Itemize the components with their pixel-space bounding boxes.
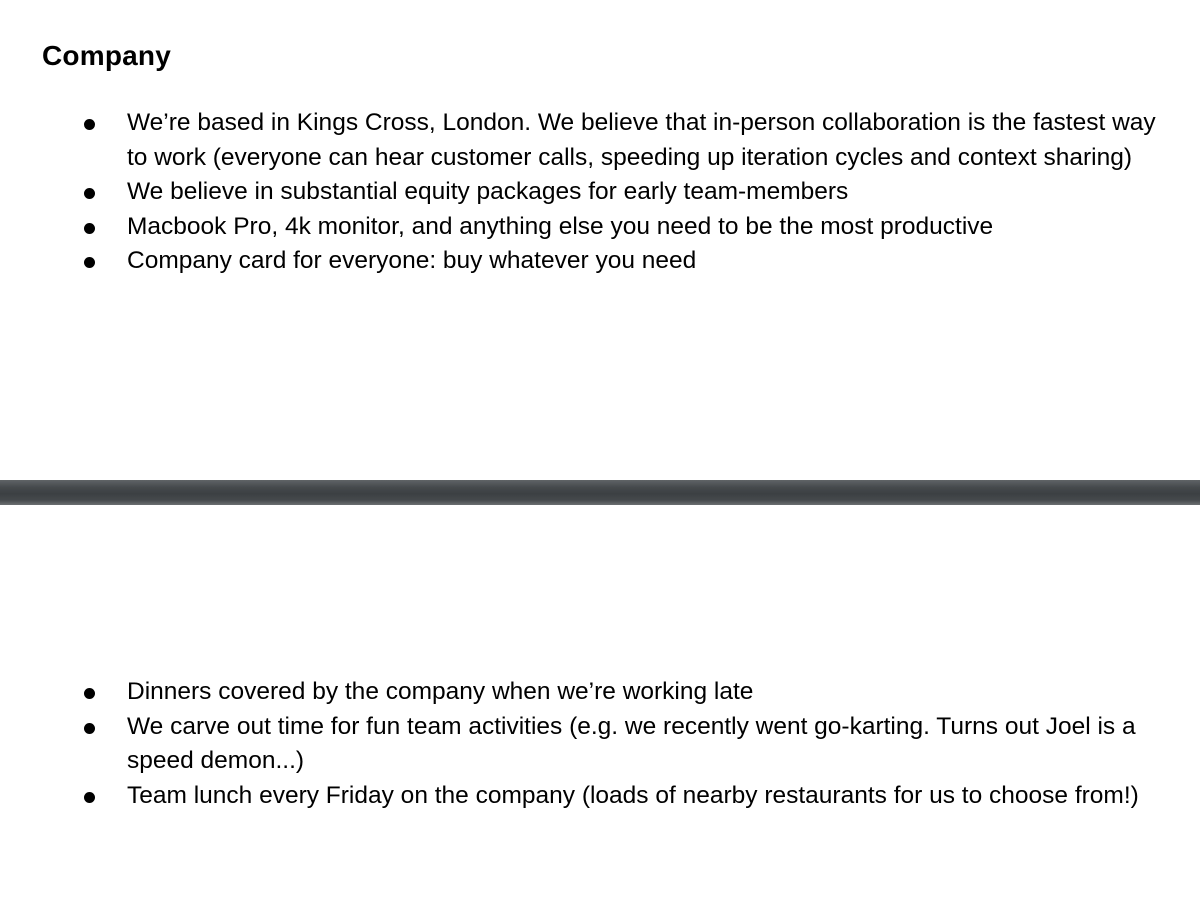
page-break-divider bbox=[0, 480, 1200, 505]
document-page-2 bbox=[0, 505, 1200, 900]
company-perks-list-top bbox=[0, 106, 1200, 279]
bullet-icon bbox=[84, 257, 95, 268]
bullet-icon bbox=[84, 119, 95, 130]
list-item-text: Macbook Pro, 4k monitor, and anything else you need to be the most productive bbox=[127, 212, 994, 240]
list-item bbox=[0, 244, 1200, 279]
list-item bbox=[0, 175, 1200, 210]
list-item-text: Team lunch every Friday on the company (loads of nearby restaurants for us to choose from!) bbox=[127, 781, 1139, 809]
bullet-icon bbox=[84, 688, 95, 699]
bullet-icon bbox=[84, 723, 95, 734]
list-item-text: We carve out time for fun team activities (e.g. we recently went go-karting. Turns out Joel is a speed demon...) bbox=[127, 712, 1136, 774]
list-item bbox=[0, 210, 1200, 245]
list-item-text: Company card for everyone: buy whatever you need bbox=[127, 247, 697, 274]
section-heading: Company bbox=[42, 40, 171, 71]
company-perks-list-bottom bbox=[0, 675, 1200, 813]
list-item bbox=[0, 710, 1200, 779]
list-item-text: Dinners covered by the company when we’re working late bbox=[127, 678, 754, 705]
list-item bbox=[0, 675, 1200, 710]
bullet-icon bbox=[84, 188, 95, 199]
list-item-text: We believe in substantial equity packages for early team-members bbox=[127, 178, 849, 205]
list-item bbox=[0, 779, 1200, 814]
list-item bbox=[0, 106, 1200, 175]
bullet-icon bbox=[84, 792, 95, 803]
list-item-text: We’re based in Kings Cross, London. We believe that in-person collaboration is the fastest way to work (everyone can hear customer calls, speeding up iteration cycles and context sharing) bbox=[127, 109, 1156, 171]
bullet-icon bbox=[84, 223, 95, 234]
